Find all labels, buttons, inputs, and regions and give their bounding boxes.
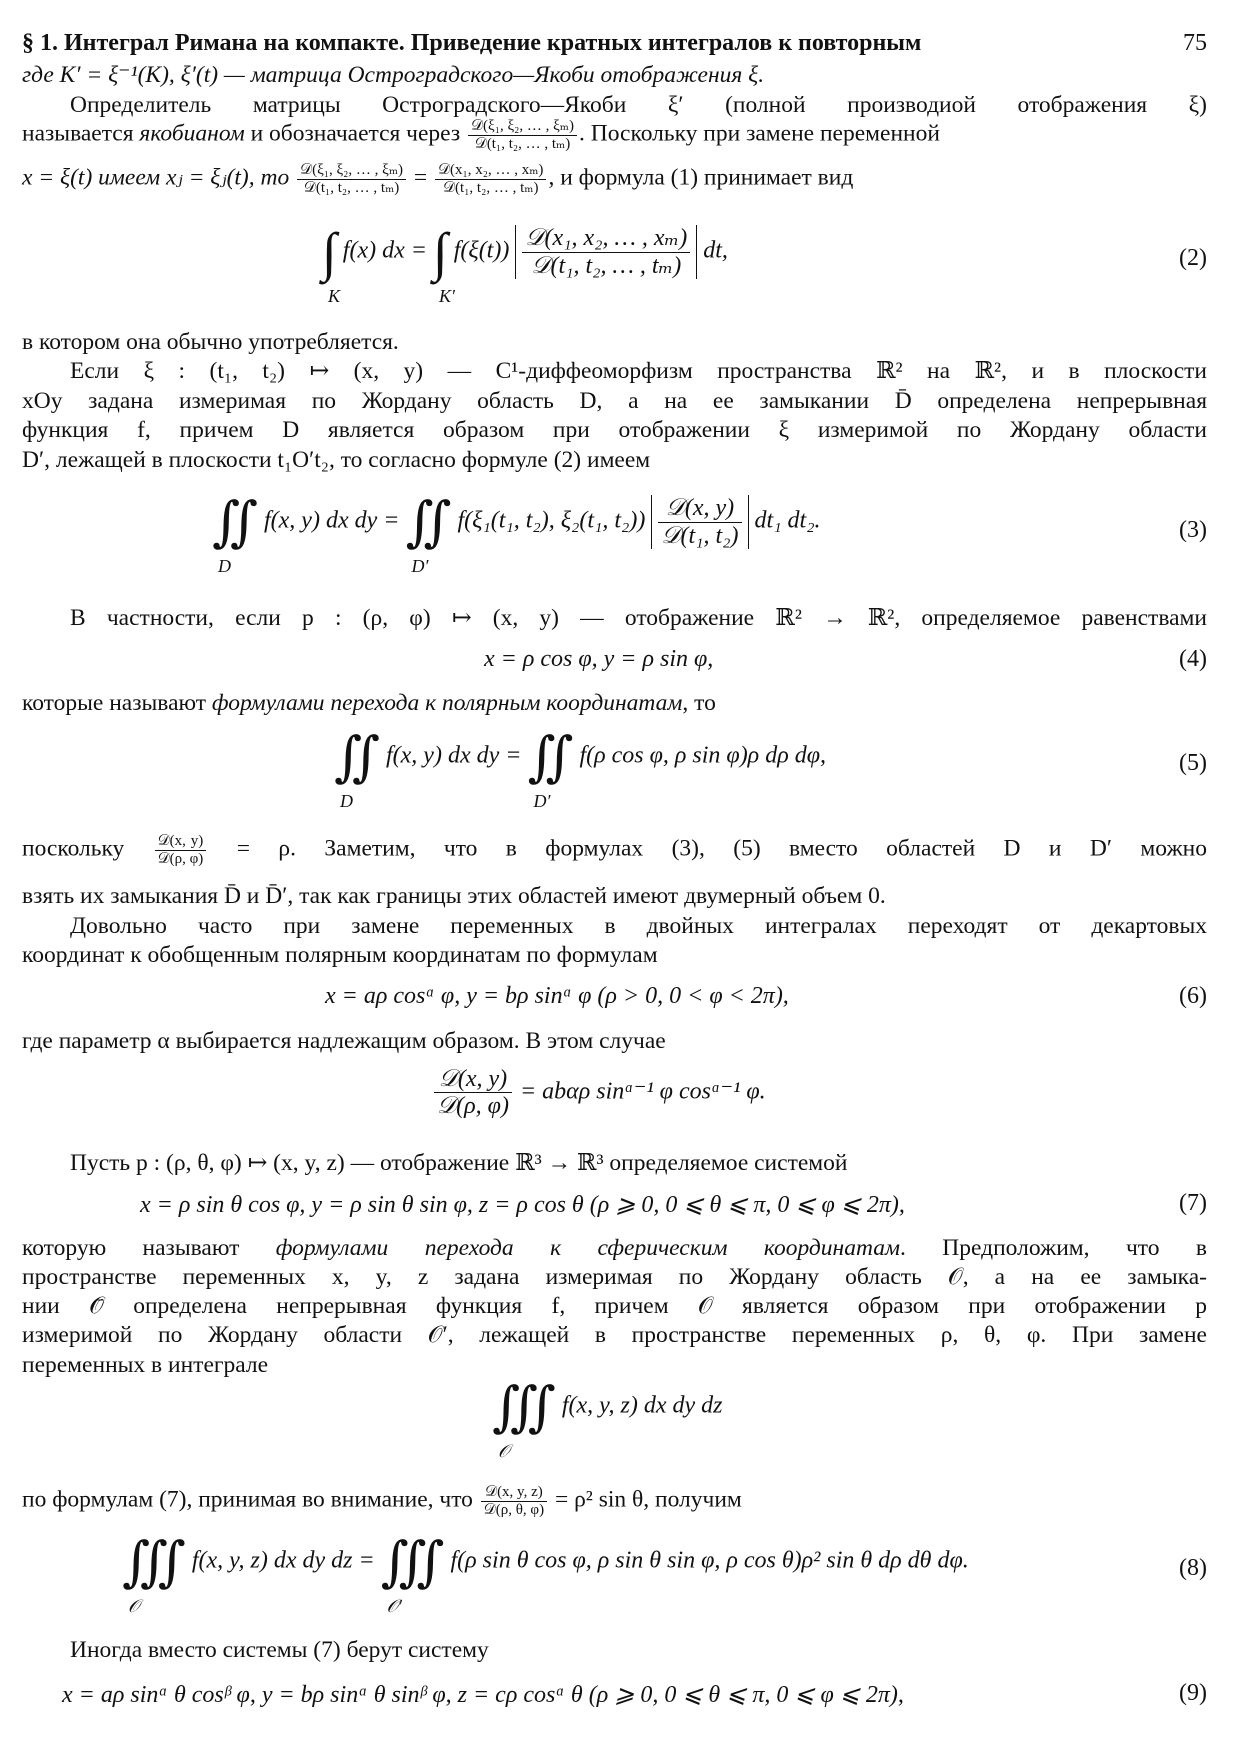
- text-line: Иногда вместо системы (7) берут систему: [70, 1637, 489, 1663]
- equation-number: (9): [1179, 1680, 1207, 1706]
- jacobian-fraction: $\frac{\text{𝒟(x, y)}}{\text{𝒟(t₁, t₂)}}$: [658, 495, 741, 549]
- text-line: функция f, причем D является образом при отображении ξ измеримой по Жордану области: [22, 417, 1207, 443]
- double-integral-sign: ∬ D: [212, 492, 258, 576]
- text-line: пространстве переменных x, y, z задана измеримая по Жордану область 𝒪, а на ее замыка-: [22, 1264, 1207, 1290]
- equation-triple-integral: ∭ 𝒪 f(x, y, z) dx dy dz: [492, 1377, 723, 1461]
- equation-jacobian-polar: $\frac{\text{𝒟(x, y)}}{\text{𝒟(ρ, φ)}}$ = abαρ sinᵅ⁻¹ φ cosᵅ⁻¹ φ.: [22, 1066, 1207, 1126]
- equation-number: (2): [1179, 245, 1207, 271]
- jacobian-fraction: $\frac{\text{𝒟(x, y)}}{\text{𝒟(ρ, φ)}}$: [155, 833, 207, 867]
- equation-7: x = ρ sin θ cos φ, y = ρ sin θ sin φ, z = ρ cos θ (ρ ⩾ 0, 0 ⩽ θ ⩽ π, 0 ⩽ φ ⩽ 2π), (7): [140, 1190, 1207, 1218]
- text-line: Пусть p : (ρ, θ, φ) ↦ (x, y, z) — отображение ℝ³ → ℝ³ определяемое системой: [70, 1150, 848, 1176]
- jacobian-fraction: $\frac{\text{𝒟(x₁, x₂, … , xₘ)}}{\text{𝒟(t₁, t₂, … , tₘ)}}$: [522, 225, 690, 279]
- text-line: называется якобианом и обозначается через $\frac{\text{𝒟(ξ₁, ξ₂, … , ξₘ)}}{\text{𝒟(t₁, t₂, … , tₘ)}}$ . Поскольку при замене переменной: [22, 118, 940, 152]
- text-line: xOy задана измеримая по Жордану область D, а на ее замыкании D̄ определена непрерывная: [22, 388, 1207, 414]
- jacobian-fraction: $\frac{\text{𝒟(x₁, x₂, … , xₘ)}}{\text{𝒟(t₁, t₂, … , tₘ)}}$: [435, 162, 546, 196]
- equation-2: ∫ K f(x) dx = ∫ K′ f(ξ(t)) $\frac{\text{𝒟(x₁, x₂, … , xₘ)}}{\text{𝒟(t₁, t₂, … , tₘ)}}$ dt, (2): [322, 222, 1207, 306]
- text-line: измеримой по Жордану области 𝒪′, лежащей в пространстве переменных ρ, θ, φ. При замене: [22, 1322, 1207, 1348]
- text-line: которую называют формулами перехода к сферическим координатам. Предположим, что в: [22, 1235, 1207, 1261]
- equation-5: ∬ D f(x, y) dx dy = ∬ D′ f(ρ cos φ, ρ sin φ)ρ dρ dφ, (5): [334, 727, 1207, 811]
- equation-number: (8): [1179, 1555, 1207, 1581]
- text-line: Если ξ : (t₁, t₂) ↦ (x, y) — C¹-диффеоморфизм пространства ℝ² на ℝ², и в плоскости: [70, 358, 1207, 384]
- text-line: Довольно часто при замене переменных в двойных интегралах переходят от декартовых: [70, 913, 1207, 939]
- text-line: координат к обобщенным полярным координатам по формулам: [22, 942, 658, 968]
- jacobian-fraction: $\frac{\text{𝒟(ξ₁, ξ₂, … , ξₘ)}}{\text{𝒟(t₁, t₂, … , tₘ)}}$: [297, 162, 406, 196]
- text-line: по формулам (7), принимая во внимание, что $\frac{\text{𝒟(x, y, z)}}{\text{𝒟(ρ, θ, φ)}}$ = ρ² sin θ, получим: [22, 1484, 742, 1518]
- double-integral-sign: ∬ D: [334, 727, 380, 811]
- text-line: поскольку $\frac{\text{𝒟(x, y)}}{\text{𝒟(ρ, φ)}}$ = ρ. Заметим, что в формулах (3), (5) вместо областей D и D′ можно: [22, 833, 1208, 867]
- equation-number: (3): [1179, 517, 1207, 543]
- equation-number: (4): [1179, 646, 1207, 672]
- text-line: Определитель матрицы Остроградского—Якоби ξ′ (полной производиой отображения ξ): [70, 92, 1207, 118]
- text-line: В частности, если p : (ρ, φ) ↦ (x, y) — отображение ℝ² → ℝ², определяемое равенствами: [70, 605, 1207, 631]
- integral-sign: ∫ K: [322, 222, 341, 306]
- equation-9: x = aρ sinᵅ θ cosᵝ φ, y = bρ sinᵅ θ sinᵝ φ, z = cρ cosᵅ θ (ρ ⩾ 0, 0 ⩽ θ ⩽ π, 0 ⩽ φ ⩽ 2π), (9): [62, 1680, 1207, 1708]
- header-title: § 1. Интеграл Римана на компакте. Приведение кратных интегралов к повторным: [22, 30, 922, 56]
- equation-8: ∭ 𝒪 f(x, y, z) dx dy dz = ∭ 𝒪′ f(ρ sin θ cos φ, ρ sin θ sin φ, ρ cos θ)ρ² sin θ dρ dθ dφ. (8): [122, 1532, 1207, 1616]
- page-number: 75: [1183, 30, 1207, 56]
- double-integral-sign: ∬ D′: [527, 727, 574, 811]
- text-line: D′, лежащей в плоскости t₁O′t₂, то согласно формуле (2) имеем: [22, 447, 651, 473]
- equation-3: ∬ D f(x, y) dx dy = ∬ D′ f(ξ₁(t₁, t₂), ξ₂(t₁, t₂)) $\frac{\text{𝒟(x, y)}}{\text{𝒟(t₁, t₂)}}$ dt₁ dt₂. (3): [212, 492, 1207, 576]
- text-line: где K′ = ξ⁻¹(K), ξ′(t) — матрица Остроградского—Якоби отображения ξ.: [22, 62, 765, 88]
- equation-6: x = aρ cosᵅ φ, y = bρ sinᵅ φ (ρ > 0, 0 < φ < 2π), (6): [325, 983, 1207, 1009]
- text-line: где параметр α выбирается надлежащим образом. В этом случае: [22, 1028, 666, 1054]
- text-line: в котором она обычно употребляется.: [22, 329, 399, 355]
- text-line: взять их замыкания D̄ и D̄′, так как границы этих областей имеют двумерный объем 0.: [22, 883, 886, 909]
- triple-integral-sign: ∭ 𝒪′: [380, 1532, 445, 1616]
- equation-number: (5): [1179, 750, 1207, 776]
- text-line: которые называют формулами перехода к полярным координатам, то: [22, 690, 716, 716]
- jacobian-fraction: $\frac{\text{𝒟(x, y, z)}}{\text{𝒟(ρ, θ, φ)}}$: [481, 1484, 547, 1518]
- equation-number: (7): [1179, 1190, 1207, 1216]
- jacobian-fraction: $\frac{\text{𝒟(ξ₁, ξ₂, … , ξₘ)}}{\text{𝒟(t₁, t₂, … , tₘ)}}$: [468, 118, 577, 152]
- triple-integral-sign: ∭ 𝒪: [122, 1532, 186, 1616]
- running-header: [22, 28, 1207, 58]
- text-line: нии 𝒪̄ определена непрерывная функция f, причем 𝒪 является образом при отображении p: [22, 1293, 1207, 1319]
- equation-number: (6): [1179, 983, 1207, 1009]
- equation-4: x = ρ cos φ, y = ρ sin φ, (4): [484, 646, 1207, 672]
- jacobian-fraction: $\frac{\text{𝒟(x, y)}}{\text{𝒟(ρ, φ)}}$: [434, 1066, 512, 1120]
- text-line: переменных в интеграле: [22, 1352, 269, 1378]
- double-integral-sign: ∬ D′: [405, 492, 452, 576]
- integral-sign: ∫ K′: [432, 222, 455, 306]
- triple-integral-sign: ∭ 𝒪: [492, 1377, 556, 1461]
- text-line: x = ξ(t) имеем xⱼ = ξⱼ(t), то $\frac{\text{𝒟(ξ₁, ξ₂, … , ξₘ)}}{\text{𝒟(t₁, t₂, … , tₘ)}}$ = $\frac{\text{𝒟(x₁, x₂, … , xₘ)}}{\text{𝒟(t₁, t₂, … , tₘ)}}$ , и формула (1) принимает вид: [22, 162, 854, 196]
